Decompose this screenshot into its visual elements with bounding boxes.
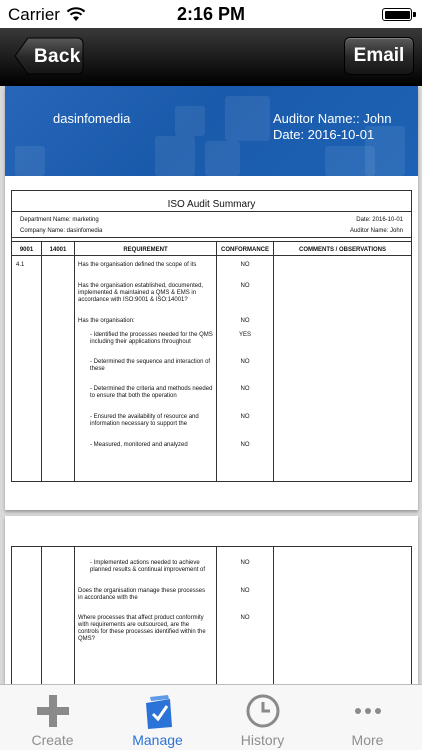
table-row-conformance: NO [240,386,250,392]
report-page-1 [5,86,418,510]
table-row-requirement: - Measured, monitored and analyzed [90,442,188,448]
table-row-requirement: Has the organisation defined the scope of its [78,262,197,268]
table-row-requirement: - Ensured the availability of resource and information necessary to support the [90,414,199,427]
table-row-requirement: Has the organisation: [78,318,135,324]
table-row-conformance: NO [240,262,250,268]
status-bar [0,0,422,28]
carrier-label: Carrier [8,5,60,24]
col-header-9001: 9001 [19,247,34,253]
tab-manage[interactable] [105,685,210,750]
department-name: Department Name: marketing [20,217,99,223]
tab-bar [0,684,422,750]
battery-icon [382,8,412,21]
table-row-conformance: NO [240,359,250,365]
report-title: ISO Audit Summary [167,199,256,210]
company-name: Company Name: dasinfomedia [20,228,103,234]
table-row-conformance: NO [240,283,250,289]
col-header-requirement: REQUIREMENT [123,247,168,253]
checklist-icon [140,693,176,731]
table-row-conformance: NO [240,560,250,566]
table-row-requirement: - Identified the processes needed for the QMS including their applications throughout [90,332,213,345]
col-header-14001: 14001 [49,247,67,253]
table-row-conformance: NO [240,318,250,324]
table-row-conformance: YES [238,332,251,338]
table-row-requirement: - Determined the criteria and methods needed to ensure that both the operation [90,386,213,399]
back-button[interactable] [14,37,84,75]
banner-company: dasinfomedia [53,111,131,126]
tab-history-label: History [240,732,285,748]
report-banner [5,86,418,176]
report-meta [12,211,411,238]
clock-icon [245,693,281,729]
tab-more[interactable] [315,685,420,750]
row-clause: 4.1 [16,262,25,268]
table-row-requirement: Has the organisation established, documented, implemented & maintained a QMS & EMS in accordance with ISO:9001 & ISO:14001? [78,283,204,303]
email-button[interactable]: Email [344,37,414,75]
table-row-requirement: - Determined the sequence and interaction of these [90,359,211,372]
back-button-label: Back [34,46,81,67]
tab-create[interactable] [0,685,105,750]
col-header-conformance: CONFORMANCE [221,247,269,253]
table-row-requirement: - Implemented actions needed to achieve planned results & continual improvement of [90,560,206,573]
table-row-requirement: Does the organisation manage these processes in accordance with the [78,588,206,601]
tab-more-label: More [351,732,384,748]
plus-icon [35,693,71,729]
table-row-conformance: NO [240,588,250,594]
col-header-comments: COMMENTS / OBSERVATIONS [298,247,386,253]
status-time: 2:16 PM [176,4,246,24]
table-row-conformance: NO [240,414,250,420]
tab-create-label: Create [31,732,74,748]
table-row-conformance: NO [240,442,250,448]
report-date: Date: 2016-10-01 [356,217,403,223]
tab-manage-label: Manage [132,732,183,748]
more-dots-icon [350,693,386,729]
nav-bar [0,28,422,86]
banner-auditor: Auditor Name:: John [273,111,392,126]
table-row-requirement: Where processes that affect product conformity with requirements are outsourced, are the controls for these processes identified within the QMS? [78,615,206,642]
tab-history[interactable] [210,685,315,750]
audit-summary-table [11,190,412,482]
table-row-conformance: NO [240,615,250,621]
auditor-name: Auditor Name: John [349,228,403,234]
banner-date: Date: 2016-10-01 [273,127,375,142]
